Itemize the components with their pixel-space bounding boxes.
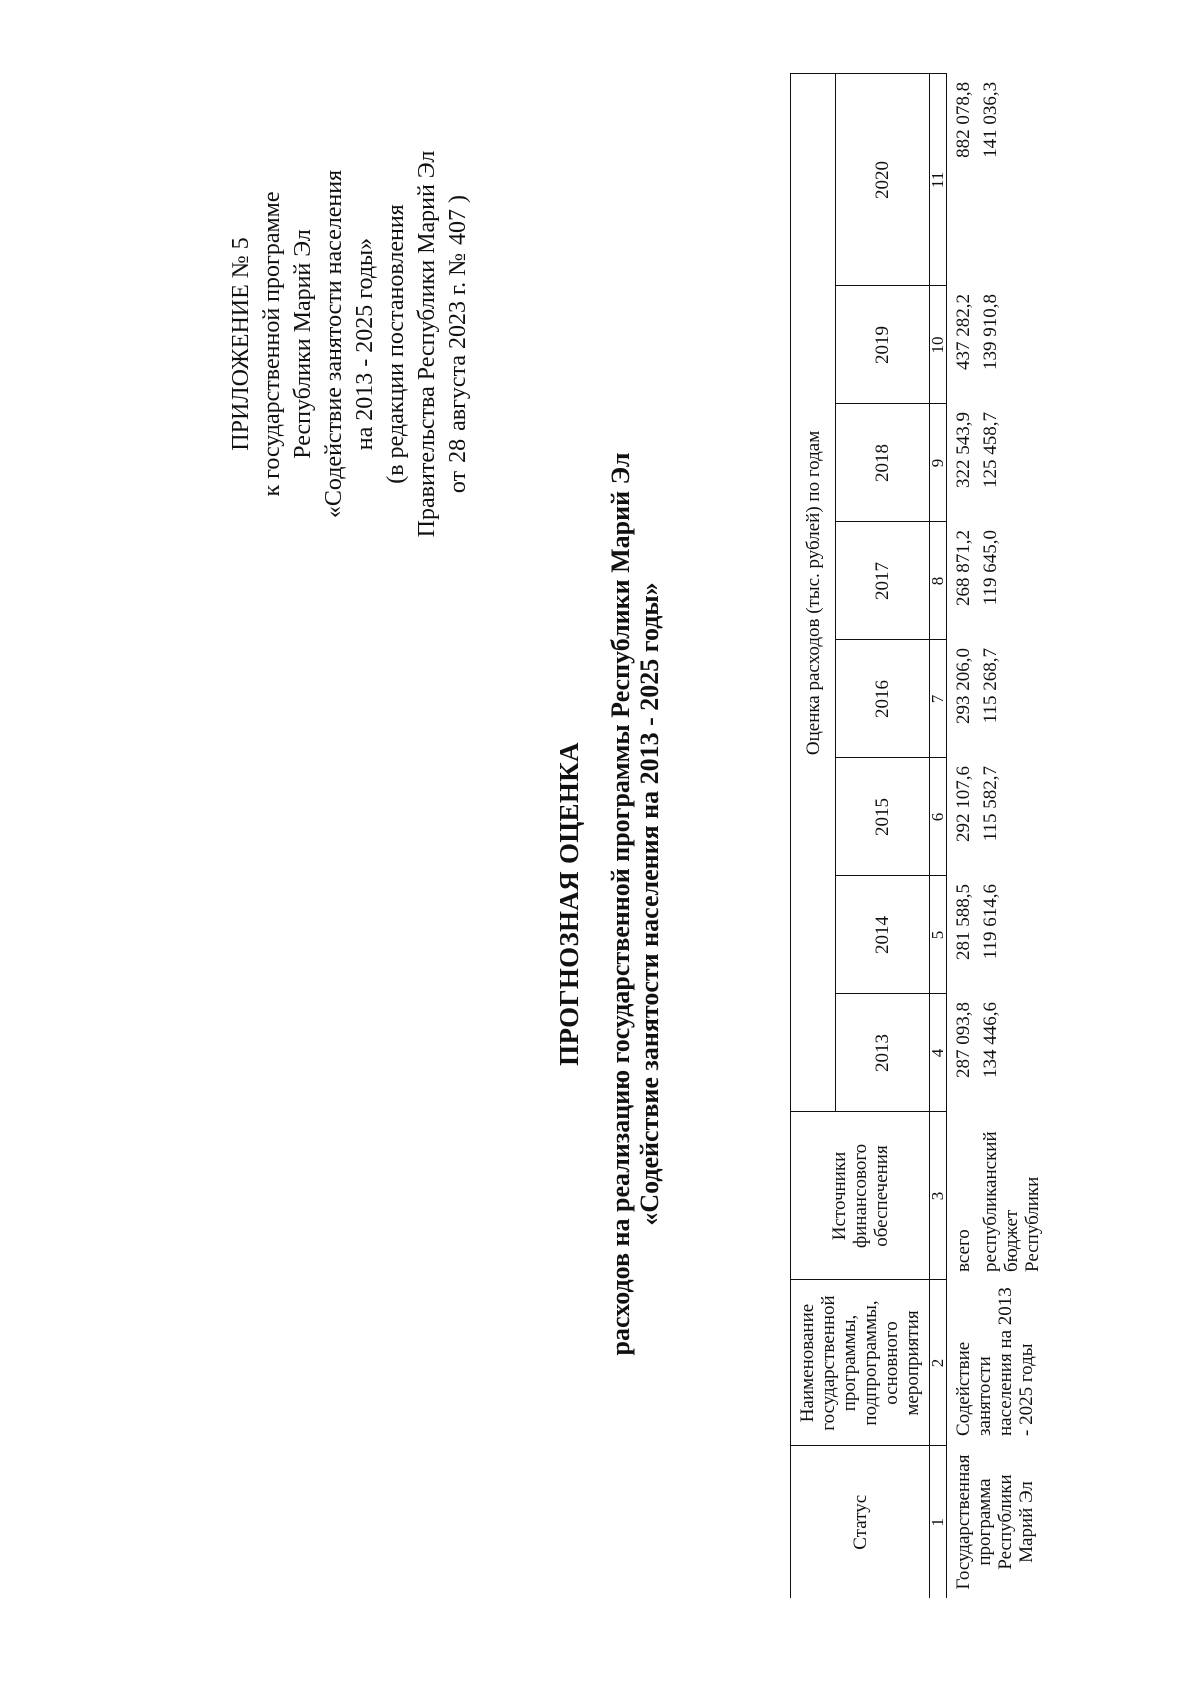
header-year: 2013 — [836, 994, 930, 1112]
row-value: 134 446,6 — [980, 1002, 1001, 1078]
approval-line: Республики Марий Эл — [290, 229, 316, 459]
column-number: 1 — [930, 1446, 947, 1598]
row-value: 268 871,2 — [953, 530, 974, 606]
row-value: 882 078,8 — [953, 81, 974, 158]
column-number: 11 — [930, 74, 947, 286]
header-year: 2015 — [836, 758, 930, 876]
document-subtitle: расходов на реализацию государственной программы Республики Марий Эл — [606, 452, 635, 1356]
date-prefix: от — [445, 470, 471, 494]
column-number: 9 — [930, 404, 947, 522]
approval-date-line — [443, 114, 474, 574]
row-source: всего — [953, 1229, 974, 1272]
column-number: 7 — [930, 640, 947, 758]
header-year: 2017 — [836, 522, 930, 640]
column-number: 3 — [930, 1112, 947, 1280]
table-header-row — [791, 74, 836, 1598]
row-value: 437 282,2 — [953, 294, 974, 370]
header-sources: Источники финансового обеспечения — [791, 1112, 930, 1280]
header-status: Статус — [791, 1446, 930, 1598]
header-year: 2018 — [836, 404, 930, 522]
row-status: Государственная программа Республики Марий Эл — [953, 1454, 1037, 1590]
row-name: Содействие занятости населения на 2013 - 2025 годы — [953, 1287, 1037, 1436]
column-number: 2 — [930, 1280, 947, 1446]
row-value: 115 582,7 — [980, 766, 1001, 842]
column-number: 6 — [930, 758, 947, 876]
approval-line: «Содействие занятости населения — [321, 169, 347, 519]
column-number: 10 — [930, 286, 947, 404]
header-year: 2016 — [836, 640, 930, 758]
date-day: 28 — [445, 438, 471, 463]
row-source: республиканский бюджет Республики — [980, 1131, 1043, 1272]
approval-line: ПРИЛОЖЕНИЕ № 5 — [228, 237, 254, 451]
row-value: 281 588,5 — [953, 884, 974, 960]
table-row — [947, 74, 975, 1598]
row-value: 287 093,8 — [953, 1002, 974, 1078]
doc-number: 407 ) — [445, 194, 471, 245]
column-number-row — [930, 74, 947, 1598]
header-estimate: Оценка расходов (тыс. рублей) по годам — [791, 74, 836, 1112]
row-value: 139 910,8 — [980, 294, 1001, 370]
document-subtitle: «Содействие занятости населения на 2013 - 2025 годы» — [635, 582, 664, 1226]
approval-line: к государственной программе — [259, 191, 285, 497]
header-year: 2019 — [836, 286, 930, 404]
document-title-block — [555, 314, 664, 1494]
row-value: 125 458,7 — [980, 412, 1001, 488]
expense-forecast-table — [790, 73, 1043, 1598]
approval-stamp — [226, 114, 474, 574]
row-value: 292 107,6 — [953, 766, 974, 842]
row-value: 322 543,9 — [953, 412, 974, 488]
row-value: 293 206,0 — [953, 648, 974, 724]
header-name: Наименование государственной программы, подпрограммы, основного мероприятия — [791, 1280, 930, 1446]
row-value: 119 614,6 — [980, 884, 1001, 960]
approval-line: Правительства Республики Марий Эл — [414, 150, 440, 538]
header-year: 2014 — [836, 876, 930, 994]
approval-line: на 2013 - 2025 годы» — [352, 237, 378, 451]
row-value: 115 268,7 — [980, 648, 1001, 724]
document-title: ПРОГНОЗНАЯ ОЦЕНКА — [554, 742, 584, 1066]
date-month-year: августа 2023 г. № — [445, 252, 471, 431]
column-number: 8 — [930, 522, 947, 640]
row-value: 119 645,0 — [980, 530, 1001, 606]
column-number: 5 — [930, 876, 947, 994]
column-number: 4 — [930, 994, 947, 1112]
approval-line: (в редакции постановления — [383, 204, 409, 484]
row-value: 141 036,3 — [980, 81, 1001, 158]
header-year: 2020 — [836, 74, 930, 286]
